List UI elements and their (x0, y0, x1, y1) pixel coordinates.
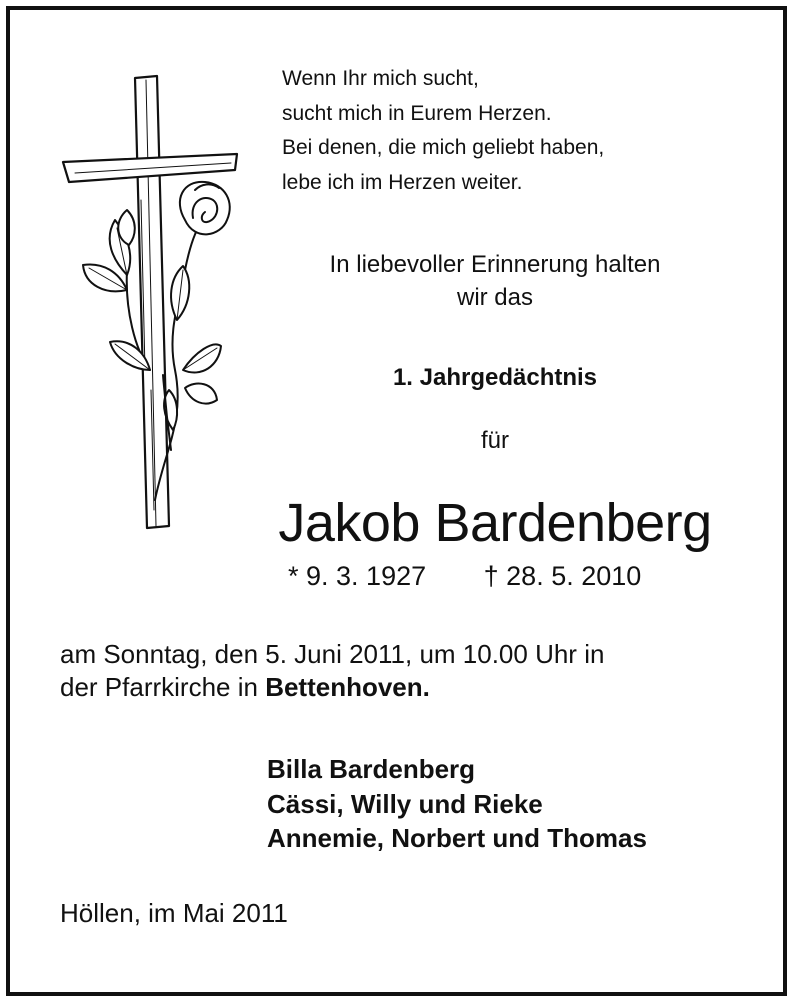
service-line-2-prefix: der Pfarrkirche in (60, 672, 266, 702)
place-date: Höllen, im Mai 2011 (60, 898, 288, 928)
poem-line: Wenn Ihr mich sucht, (282, 67, 479, 90)
mourners-list (267, 752, 647, 856)
cross-with-rose-icon (55, 70, 255, 540)
poem-line: lebe ich im Herzen weiter. (282, 170, 523, 194)
service-info (60, 638, 604, 704)
mourner-line: Billa Bardenberg (267, 754, 476, 784)
poem-line: sucht mich in Eurem Herzen. (282, 101, 552, 125)
mourner-line: Cässi, Willy und Rieke (267, 788, 543, 819)
poem (282, 62, 604, 200)
for-word: für (480, 427, 509, 454)
birth-date: * 9. 3. 1927 (288, 561, 427, 591)
intro-line-2: wir das (456, 284, 534, 311)
intro-text (255, 248, 735, 314)
intro-line-1: In liebevoller Erinnerung halten (329, 251, 661, 278)
mourner-line: Annemie, Norbert und Thomas (267, 823, 647, 853)
service-line-1: am Sonntag, den 5. Juni 2011, um 10.00 Uhr in (60, 639, 605, 669)
service-location: Bettenhoven. (265, 672, 430, 702)
anniversary-title: 1. Jahrgedächtnis (392, 364, 598, 391)
deceased-name: Jakob Bardenberg (278, 493, 712, 553)
service-line-2 (60, 671, 604, 704)
life-dates (288, 561, 641, 592)
death-date: † 28. 5. 2010 (483, 561, 642, 591)
poem-line: Bei denen, die mich geliebt haben, (282, 136, 605, 159)
